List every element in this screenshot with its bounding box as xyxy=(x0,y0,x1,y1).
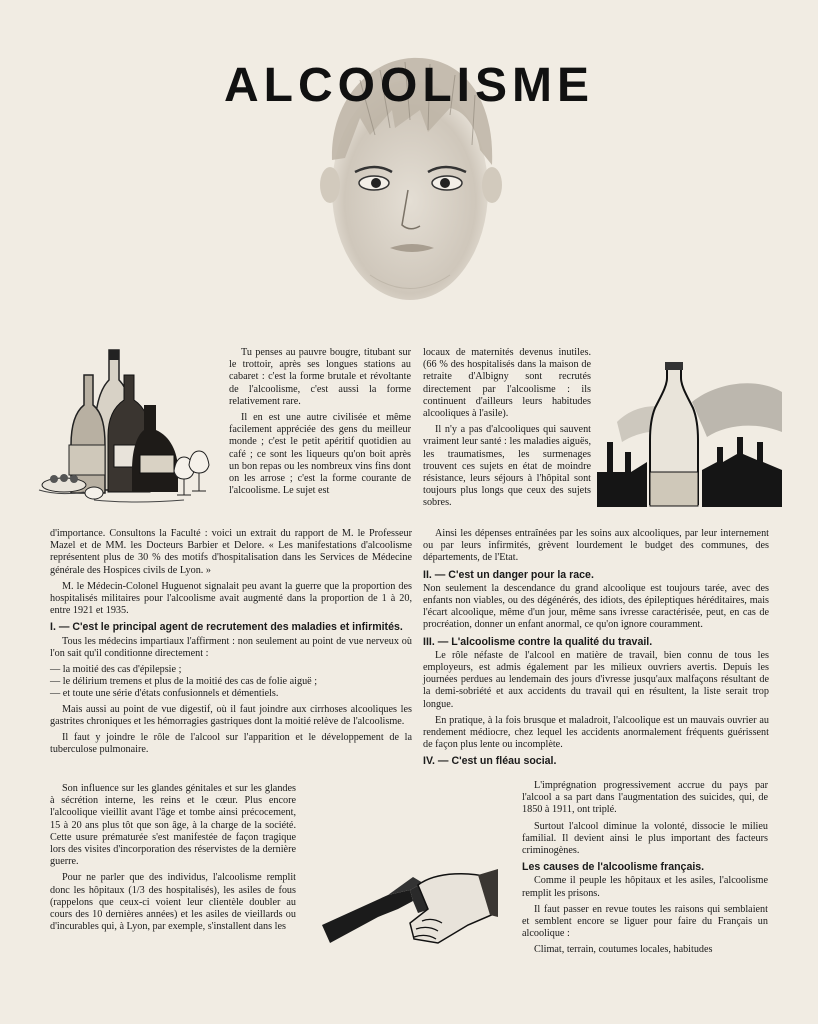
paragraph: Tu penses au pauvre bougre, titubant sur le trottoir, après ses longues stations au cabaret : c'est la forme brutale et révoltante de l'alcoolisme, c'est aussi la forme relativement rare. xyxy=(229,347,411,407)
paragraph: locaux de maternités devenus inutiles. (66 % des hospitalisés dans la maison de retraite d'Albigny sont recrutés directement par l'alcoolisme : ils continuent d'ailleurs leurs habitudes alcooliques à l'asile). xyxy=(423,347,591,420)
paragraph: Climat, terrain, coutumes locales, habitudes xyxy=(534,944,713,956)
paragraph: Mais aussi au point de vue digestif, où il faut joindre aux cirrhoses alcooliques les gastrites chroniques et les hémorragies gastriques dont la moitié relève de l'alcoolisme. xyxy=(50,703,412,727)
paragraph: d'importance. Consultons la Faculté : voici un extrait du rapport de M. le Professeur Mazel et de MM. les Docteurs Barbier et Delore. « Les manifestations d'alcoolisme représentent plus de 30 % des motifs d'hospitalisation dans les Services de Médecine générale des Hospices civils de Lyon. » xyxy=(50,528,412,576)
pistol-illustration xyxy=(318,865,498,950)
paragraph: Pour ne parler que des individus, l'alcoolisme remplit donc les hôpitaux (1/3 des hospitalisés), les asiles de fous (rappelons que ceux-ci voient leur clientèle doubler au cours des 10 dernières années) et les asiles de vieillards ou d'incurables qui, à Lyon, par exemple, s'installent dans les xyxy=(50,872,296,933)
column-lower-left xyxy=(50,783,296,937)
bottles-illustration xyxy=(34,345,224,507)
column-top-left xyxy=(229,347,411,501)
paragraph: Comme il peuple les hôpitaux et les asiles, l'alcoolisme remplit les prisons. xyxy=(522,875,768,899)
section-heading-3: III. — L'alcoolisme contre la qualité du travail. xyxy=(423,635,653,648)
column-top-right xyxy=(423,347,591,514)
section-heading-2: II. — C'est un danger pour la race. xyxy=(423,568,594,581)
section-heading-4: IV. — C'est un fléau social. xyxy=(423,755,557,768)
paragraph: Tous les médecins impartiaux l'affirment : non seulement au point de vue nerveux où l'on sait qu'il conditionne directement : xyxy=(50,635,412,659)
page-title: ALCOOLISME xyxy=(224,59,594,112)
paragraph: L'imprégnation progressivement accrue du pays par l'alcool a sa part dans l'augmentation des suicides, qui, de 1850 à 1911, ont triplé. xyxy=(522,780,768,816)
list-item: — le délirium tremens et plus de la moitié des cas de folie aiguë ; xyxy=(50,676,318,688)
paragraph: Surtout l'alcool diminue la volonté, dissocie le milieu familial. Il devient ainsi le plus important des facteurs criminogènes. xyxy=(522,820,768,857)
factory-illustration xyxy=(597,362,782,512)
paragraph: Il n'y a pas d'alcooliques qui sauvent vraiment leur santé : les maladies aiguës, les traumatismes, les surmenages trouvent ces sujets en état de moindre résistance, leurs séjours à l'hôpital sont toujours plus longs que ceux des sujets sobres. xyxy=(423,424,591,509)
list-item: — la moitié des cas d'épilepsie ; xyxy=(50,664,182,676)
paragraph: M. le Médecin-Colonel Huguenot signalait peu avant la guerre que la proportion des hospitalisés militaires pour l'alcoolisme avait augmenté dans la proportion de 1 à 20, entre 1921 et 1935. xyxy=(50,580,412,617)
paragraph: Son influence sur les glandes génitales et sur les glandes à sécrétion interne, les reins et le cœur. Plus encore l'alcoolique vieillit avant l'âge et tombe ainsi précocement, 15 à 20 ans plus tôt que son âge, à la charge de la société. Cette usure prématurée s'est manifestée de façon tragique lors des visites d'incorporation des réservistes de la dernière guerre. xyxy=(50,783,296,868)
paragraph: Non seulement la descendance du grand alcoolique est toujours tarée, avec des enfants non viables, ou des dégénérés, des idiots, des épileptiques héréditaires, mais l'écart alcoolique, même d'un jour, même sans ivresse caractérisée, peut, en cas de procréation, donner un enfant anormal, ce qu'on ignore couramment. xyxy=(423,582,769,631)
paragraph: En pratique, à la fois brusque et maladroit, l'alcoolique est un mauvais ouvrier au rendement médiocre, chez lequel les accidents anormalement fréquents guérissent de façon plus lente ou incomplète. xyxy=(423,714,769,751)
paragraph: Il faut passer en revue toutes les raisons qui semblaient et semblent encore se liguer pour faire du Français un alcoolique : xyxy=(522,903,768,940)
paragraph: Il faut y joindre le rôle de l'alcool sur l'apparition et le développement de la tuberculose pulmonaire. xyxy=(50,732,412,756)
paragraph: Le rôle néfaste de l'alcool en matière de travail, bien connu de tous les employeurs, est admis également par les milieux ouvriers avertis. Depuis les journées perdues au lendemain des jours d'ivresse jusqu'aux malfaçons résultant de la demi-sobriété et aux accidents du travail qui en résultent, la liste serait trop longue. xyxy=(423,649,769,710)
section-heading-5: Les causes de l'alcoolisme français. xyxy=(522,861,705,874)
list-item: — et toute une série d'états confusionnels et démentiels. xyxy=(50,688,279,700)
section-heading-1: I. — C'est le principal agent de recrutement des maladies et infirmités. xyxy=(50,621,403,634)
column-left xyxy=(50,528,412,760)
paragraph: Il en est une autre civilisée et même facilement appréciée des gens du meilleur monde ; c'est le petit apéritif quotidien au café ; ce sont les liqueurs qu'on boit après un bon repas ou les nombreux vins fins dont on les arrose ; c'est la forme courante de l'alcoolisme. Le sujet est xyxy=(229,412,411,497)
column-lower-right xyxy=(522,780,768,961)
paragraph: Ainsi les dépenses entraînées par les soins aux alcooliques, par leur internement ou par leurs infirmités, grèvent lourdement le budget des communes, des départements, de l'Etat. xyxy=(423,528,769,564)
column-right xyxy=(423,528,769,770)
symptom-list xyxy=(50,664,412,701)
